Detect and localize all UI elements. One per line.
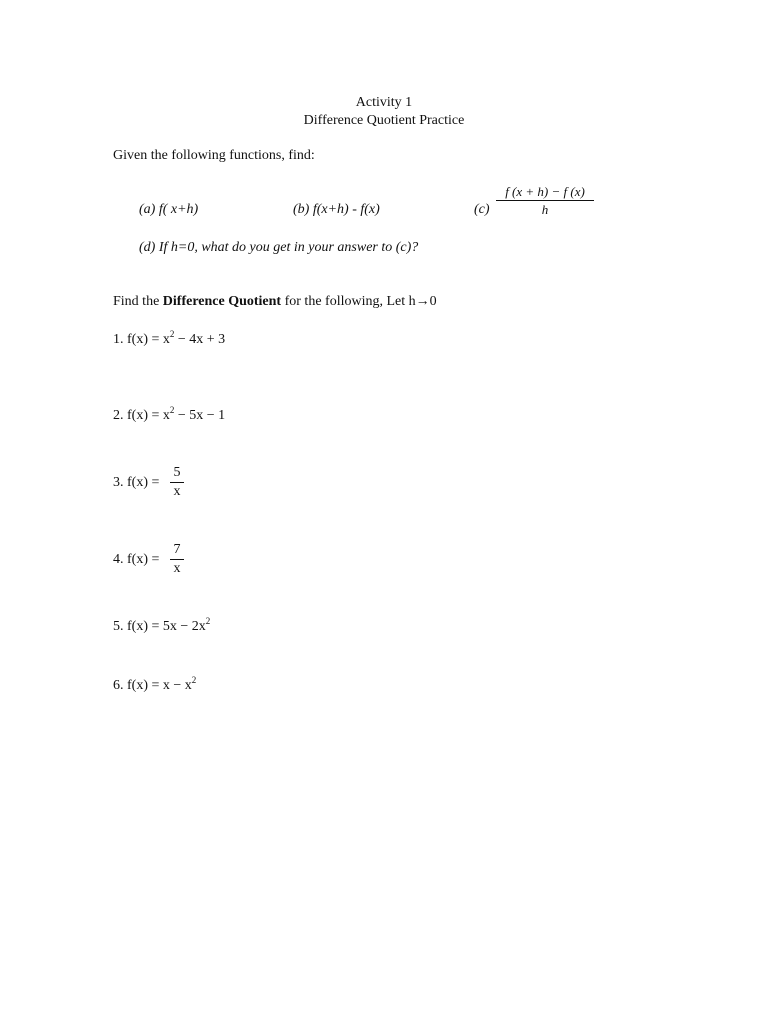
problem-6 bbox=[113, 675, 197, 693]
instruction-prefix: Find the bbox=[113, 294, 163, 309]
part-c-numerator: f (x + h) − f (x) bbox=[505, 184, 585, 199]
problem-3-fraction bbox=[170, 466, 184, 499]
problem-3-label: 3. f(x) = bbox=[113, 475, 160, 490]
activity-title: Activity 1 bbox=[355, 95, 413, 110]
problem-5-exponent: 2 bbox=[205, 616, 211, 626]
part-c-denominator: h bbox=[541, 202, 549, 217]
problem-6-label: 6. f(x) = x − x bbox=[113, 678, 192, 693]
problem-1 bbox=[113, 329, 226, 347]
problem-4-label: 4. f(x) = bbox=[113, 552, 160, 567]
problem-3-numerator: 5 bbox=[173, 465, 181, 480]
problem-4-numerator: 7 bbox=[173, 542, 181, 557]
part-d: (d) If h=0, what do you get in your answer to (c)? bbox=[139, 240, 419, 255]
problem-2-rest: − 5x − 1 bbox=[174, 408, 226, 423]
part-c-label: (c) bbox=[474, 202, 490, 217]
problem-1-exponent: 2 bbox=[169, 329, 175, 339]
instruction-line bbox=[113, 295, 437, 309]
activity-subtitle: Difference Quotient Practice bbox=[303, 113, 465, 128]
intro-text: Given the following functions, find: bbox=[113, 148, 315, 163]
problem-4-denominator: x bbox=[173, 561, 181, 576]
problem-5-label: 5. f(x) = 5x − 2x bbox=[113, 619, 206, 634]
problem-2-exponent: 2 bbox=[169, 405, 175, 415]
part-c-fraction bbox=[496, 185, 594, 216]
instruction-bold: Difference Quotient bbox=[162, 294, 282, 309]
problem-1-label: 1. f(x) = x bbox=[113, 332, 170, 347]
problem-2-label: 2. f(x) = x bbox=[113, 408, 170, 423]
problem-5 bbox=[113, 616, 211, 634]
part-a: (a) f( x+h) bbox=[139, 202, 199, 217]
instruction-suffix: for the following, Let h→0 bbox=[281, 294, 437, 309]
problem-2 bbox=[113, 405, 226, 423]
problem-4-fraction bbox=[170, 543, 184, 576]
problem-3-denominator: x bbox=[173, 484, 181, 499]
problem-1-rest: − 4x + 3 bbox=[174, 332, 226, 347]
problem-6-exponent: 2 bbox=[191, 675, 197, 685]
part-b: (b) f(x+h) - f(x) bbox=[293, 202, 380, 217]
